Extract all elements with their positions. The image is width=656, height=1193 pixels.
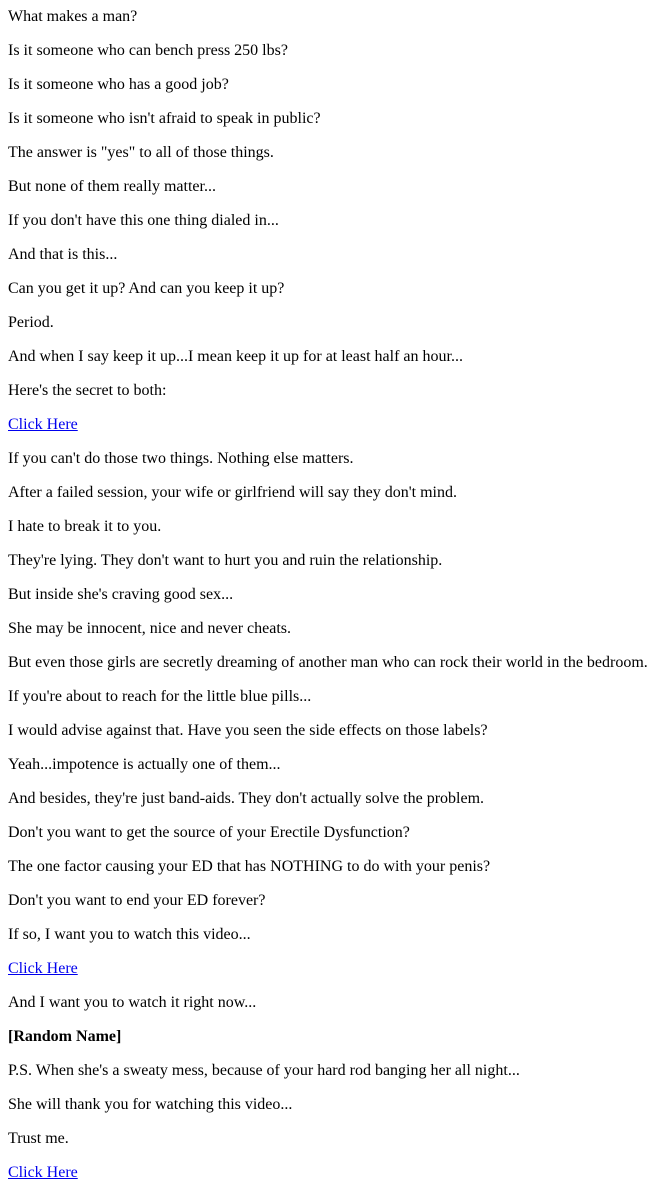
text-line: She may be innocent, nice and never cheats.	[8, 620, 291, 637]
text-line: Here's the secret to both:	[8, 382, 167, 399]
click-here-link[interactable]: Click Here	[8, 960, 78, 977]
text-line: But inside she's craving good sex...	[8, 586, 234, 603]
text-line: Trust me.	[8, 1130, 69, 1147]
text-line: Is it someone who has a good job?	[8, 76, 229, 93]
text-line: And I want you to watch it right now...	[8, 994, 257, 1011]
text-line: Is it someone who can bench press 250 lbs?	[8, 42, 288, 59]
click-here-link[interactable]: Click Here	[8, 1164, 78, 1181]
text-line: Period.	[8, 314, 54, 331]
signature-name: [Random Name]	[8, 1028, 122, 1045]
text-line: Can you get it up? And can you keep it up?	[8, 280, 285, 297]
text-line: Yeah...impotence is actually one of them...	[8, 756, 281, 773]
text-line: And that is this...	[8, 246, 118, 263]
text-line: And besides, they're just band-aids. They don't actually solve the problem.	[8, 790, 485, 807]
text-line: And when I say keep it up...I mean keep it up for at least half an hour...	[8, 348, 463, 365]
click-here-link[interactable]: Click Here	[8, 416, 78, 433]
text-line: Is it someone who isn't afraid to speak in public?	[8, 110, 321, 127]
text-line: The one factor causing your ED that has NOTHING to do with your penis?	[8, 858, 491, 875]
text-line: After a failed session, your wife or girlfriend will say they don't mind.	[8, 484, 457, 501]
link-line	[8, 416, 656, 434]
text-line: What makes a man?	[8, 8, 138, 25]
text-line: Don't you want to get the source of your Erectile Dysfunction?	[8, 824, 410, 841]
text-line: She will thank you for watching this video...	[8, 1096, 293, 1113]
text-line: But even those girls are secretly dreaming of another man who can rock their world in the bedroom.	[8, 654, 648, 671]
text-line: I would advise against that. Have you seen the side effects on those labels?	[8, 722, 488, 739]
text-line: If you don't have this one thing dialed in...	[8, 212, 279, 229]
text-line: If you're about to reach for the little blue pills...	[8, 688, 312, 705]
link-line	[8, 960, 656, 978]
text-line: The answer is "yes" to all of those things.	[8, 144, 274, 161]
link-line	[8, 1164, 656, 1182]
text-line: I hate to break it to you.	[8, 518, 162, 535]
text-line: If so, I want you to watch this video...	[8, 926, 251, 943]
text-line: P.S. When she's a sweaty mess, because of your hard rod banging her all night...	[8, 1062, 520, 1079]
text-line: Don't you want to end your ED forever?	[8, 892, 266, 909]
text-line: They're lying. They don't want to hurt you and ruin the relationship.	[8, 552, 443, 569]
text-line: If you can't do those two things. Nothing else matters.	[8, 450, 354, 467]
text-line: But none of them really matter...	[8, 178, 216, 195]
signature-line	[8, 1028, 656, 1046]
